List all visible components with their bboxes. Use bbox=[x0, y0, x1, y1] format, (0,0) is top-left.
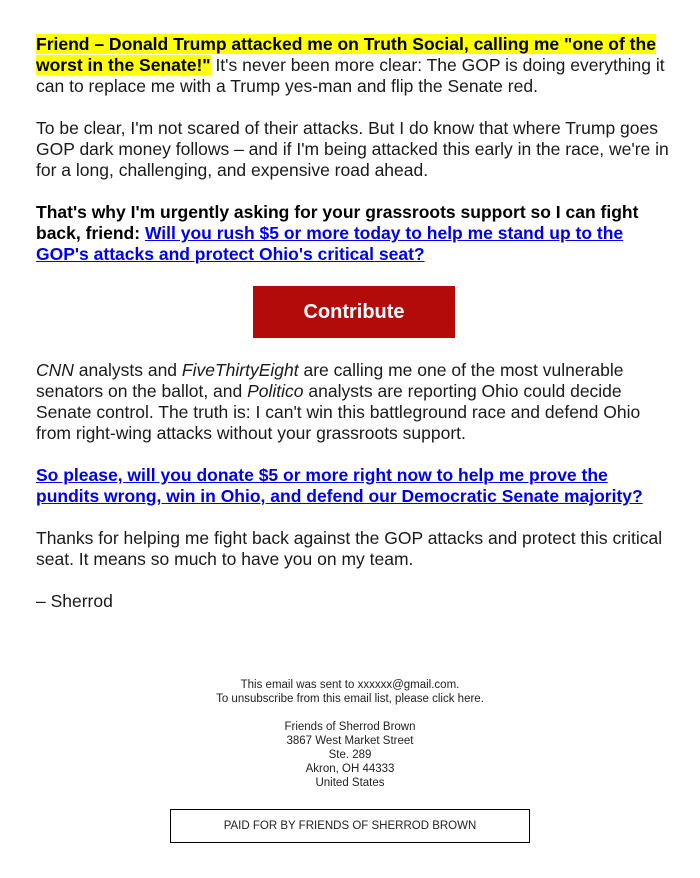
appeal-bold-text: That's why I'm urgently asking for your grassroots support so I can fight back, friend: bbox=[36, 202, 639, 243]
mailing-address bbox=[0, 720, 700, 790]
contribute-button[interactable]: Contribute bbox=[253, 286, 455, 338]
appeal-paragraph bbox=[36, 202, 672, 265]
intro-text: It's never been more clear: The GOP is doing everything it can to replace me with a Trump yes-man and flip the Senate red. bbox=[36, 55, 665, 96]
rush-donate-link[interactable]: Will you rush $5 or more today to help me stand up to the GOP's attacks and protect Ohio's critical seat? bbox=[36, 223, 624, 264]
signoff: – Sherrod bbox=[36, 591, 113, 611]
analysts-text-2: are calling me one of the most vulnerable senators on the ballot, and bbox=[36, 360, 624, 401]
unsubscribe-text[interactable]: To unsubscribe from this email list, please click here. bbox=[216, 693, 484, 705]
email-body bbox=[36, 34, 672, 612]
donate-paragraph bbox=[36, 465, 672, 507]
fivethirtyeight-text: FiveThirtyEight bbox=[181, 360, 299, 380]
contribute-button-wrap bbox=[36, 286, 672, 338]
address-street: 3867 West Market Street bbox=[286, 735, 414, 747]
sent-to-text: This email was sent to xxxxxx@gmail.com. bbox=[240, 679, 460, 691]
address-org: Friends of Sherrod Brown bbox=[284, 721, 416, 733]
paid-for-disclaimer: PAID FOR BY FRIENDS OF SHERROD BROWN bbox=[170, 809, 530, 843]
address-city: Akron, OH 44333 bbox=[305, 763, 395, 775]
email-footer bbox=[0, 678, 700, 790]
analysts-text-1: analysts and bbox=[73, 360, 182, 380]
attacks-paragraph: To be clear, I'm not scared of their attacks. But I do know that where Trump goes GOP dark money follows – and if I'm being attacked this early in the race, we're in for a long, challenging, and expensive road ahead. bbox=[36, 118, 669, 180]
address-suite: Ste. 289 bbox=[328, 749, 372, 761]
thanks-paragraph: Thanks for helping me fight back against the GOP attacks and protect this critical seat. It means so much to have you on my team. bbox=[36, 528, 663, 569]
politico-text: Politico bbox=[247, 381, 304, 401]
cnn-text: CNN bbox=[36, 360, 74, 380]
address-country: United States bbox=[315, 777, 385, 789]
intro-paragraph bbox=[36, 34, 672, 97]
analysts-paragraph bbox=[36, 360, 672, 444]
donate-now-link[interactable]: So please, will you donate $5 or more right now to help me prove the pundits wrong, win in Ohio, and defend our Democratic Senate majority? bbox=[36, 465, 643, 506]
analysts-text-3: analysts are reporting Ohio could decide Senate control. The truth is: I can't win this battleground race and defend Ohio from right-wing attacks without your grassroots support. bbox=[36, 381, 641, 443]
highlighted-intro: Friend – Donald Trump attacked me on Truth Social, calling me "one of the worst in the Senate!" bbox=[36, 34, 656, 75]
